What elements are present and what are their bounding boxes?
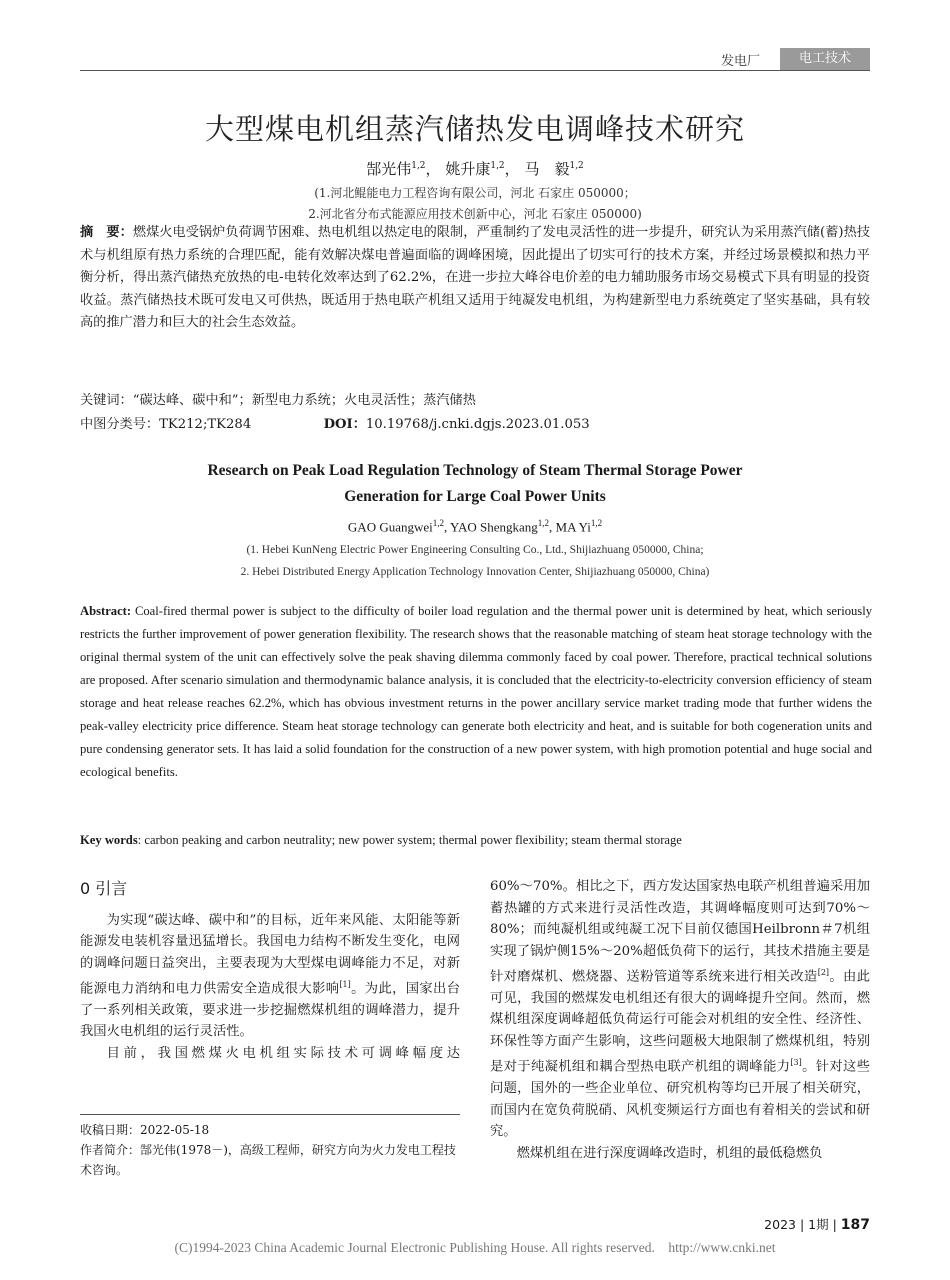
body-column-right (490, 876, 870, 1164)
paper-title-cn: 大型煤电机组蒸汽储热发电调峰技术研究 (204, 112, 745, 146)
page-number-value: 187 (840, 1217, 870, 1233)
author-list-cn: 郜光伟$^{1,2}$， 姚升康$^{1,2}$， 马 毅$^{1,2}$ (366, 160, 584, 178)
affiliation-en-1: (1. Hebei KunNeng Electric Power Engineering Consulting Co., Ltd., Shijiazhuang 050000, China; (246, 544, 704, 556)
citation-ref: [2] (817, 968, 830, 977)
paragraph-text: 为实现“碳达峰、碳中和”的目标，近年来风能、太阳能等新能源发电装机容量迅猛增长。我国电力结构不断发生变化，电网的调峰问题日益突出，主要表现为大型煤电调峰能力不足，对新能源电力消纳和电力供需安全造成很大影响 (80, 912, 460, 997)
issue-info: 2023 | 1期 | (764, 1217, 841, 1232)
citation-ref: [1] (339, 980, 351, 989)
paragraph-text: 。针对这些问题，国外的一些企业单位、研究机构等均已开展了相关研究，而国内在宽负荷脱硝、风机变频运行方面也有着相关的尝试和研究。 (490, 1059, 871, 1140)
paragraph (80, 1043, 460, 1065)
abstract-cn-text: 燃煤火电受锅炉负荷调节困难、热电机组以热定电的限制，严重制约了发电灵活性的进一步提升，研究认为采用蒸汽储(蓄)热技术与机组原有热力系统的合理匹配，能有效解决煤电普遍面临的调峰困境，因此提出了切实可行的技术方案，并经过场景模拟和热力平衡分析，得出蒸汽储热充放热的电-电转化效率达到了62.2%，在进一步拉大峰谷电价差的电力辅助服务市场交易模式下具有明显的投资收益。蒸汽储热技术既可发电又可供热，既适用于热电联产机组又适用于纯凝发电机组，为构建新型电力系统奠定了坚实基础，具有较高的推广潜力和巨大的社会生态效益。 (80, 225, 870, 330)
paragraph (80, 910, 460, 1043)
paragraph-text: 60%～70%。相比之下，西方发达国家热电联产机组普遍采用加蓄热罐的方式来进行灵活性改造，其调峰幅度则可达到70%～80%；而纯凝机组或纯凝工况下目前仅德国Heilbronn＃7机组实现了锅炉侧15%～20%超低负荷下的运行，其技术措施主要是针对磨煤机、燃烧器、送粉管道等系统来进行相关改造 (490, 879, 870, 985)
paper-title-en-line2: Generation for Large Coal Power Units (344, 488, 606, 505)
paragraph-text: 燃煤机组在进行深度调峰改造时，机组的最低稳燃负 (516, 1145, 823, 1161)
section-heading-intro: 0 引言 (80, 879, 128, 898)
author-name: 郜光伟 (366, 160, 412, 178)
abstract-en-label: Abstract (80, 604, 127, 618)
paragraph-text: 。为此，国家出台了一系列相关政策，要求进一步挖掘燃煤机组的调峰潜力，提升我国火电机组的运行灵活性。 (80, 981, 461, 1040)
running-header (80, 48, 870, 71)
author-name-en: MA Yi (555, 519, 591, 535)
author-list-en: GAO Guangwei$^{1,2}$, YAO Shengkang$^{1,2}$, MA Yi$^{1,2}$ (347, 518, 603, 535)
header-category-badge: 电工技术 (780, 48, 870, 70)
author-affil-sup: 1,2 (537, 518, 550, 528)
keywords-en-text: carbon peaking and carbon neutrality; new power system; thermal power flexibility; steam thermal storage (144, 833, 682, 847)
classification-line (80, 415, 870, 435)
author-name: 姚升康 (445, 160, 491, 178)
abstract-en: Abstract: Coal-fired thermal power is subject to the difficulty of boiler load regulation and the thermal power unit is determined by heat, which seriously restricts the further improvement of power generation flexibility. The research shows that the reasonable matching of steam heat storage technology with the original thermal system of the unit can effectively solve the peak shaving dilemma commonly faced by coal power. Therefore, practical technical solutions are proposed. After scenario simulation and thermodynamic balance analysis, it is concluded that the electricity-to-electricity conversion efficiency of steam storage and heat release reaches 62.2%, which has obvious investment returns in the power ancillary service market trading mode that further widens the peak-valley electricity price difference. Steam heat storage technology can generate both electricity and heat, and is suitable for both cogeneration units and pure condensing generator sets. It has laid a solid foundation for the construction of a new power system, with high promotion potential and huge social and ecological benefits. (80, 604, 873, 779)
author-affil-sup: 1,2 (490, 161, 505, 171)
affiliation-en-2: 2. Hebei Distributed Energy Application Technology Innovation Center, Shijiazhuang 050000, China) (240, 566, 710, 578)
author-affil-sup: 1,2 (432, 518, 445, 528)
abstract-cn-label: 摘 要： (80, 225, 133, 240)
affiliation-cn-2: 2.河北省分布式能源应用技术创新中心，河北 石家庄 050000) (308, 207, 642, 221)
citation-ref: [3] (790, 1058, 802, 1068)
keywords-cn-text: “碳达峰、碳中和”；新型电力系统；火电灵活性；蒸汽储热 (132, 393, 476, 408)
author-affil-sup: 1,2 (411, 161, 426, 171)
keywords-cn (80, 391, 870, 411)
affiliation-cn-1: (1.河北鲲能电力工程咨询有限公司，河北 石家庄 050000； (314, 186, 636, 200)
paragraph-text: 目前，我国燃煤火电机组实际技术可调峰幅度达 (106, 1045, 460, 1061)
author-name: 马 毅 (524, 160, 570, 178)
abstract-en-text: Coal-fired thermal power is subject to the difficulty of boiler load regulation and the thermal power unit is determined by heat, which seriously restricts the further improvement of power generation flexibility. The research shows that the reasonable matching of steam heat storage technology with the original thermal system of the unit can effectively solve the peak shaving dilemma commonly faced by coal power. Therefore, practical technical solutions are proposed. After scenario simulation and thermodynamic balance analysis, it is concluded that the electricity-to-electricity conversion efficiency of steam storage and heat release reaches 62.2%, which has obvious investment returns in the power ancillary service market trading mode that further widens the peak-valley electricity price difference. Steam heat storage technology can generate both electricity and heat, and is suitable for both cogeneration units and pure condensing generator sets. It has laid a solid foundation for the construction of a new power system, with high promotion potential and huge social and ecological benefits. (80, 604, 873, 779)
paper-title-en-line1: Research on Peak Load Regulation Technology of Steam Thermal Storage Power (207, 462, 743, 479)
page-number (764, 1215, 870, 1233)
clc-label: 中图分类号： (80, 417, 160, 432)
abstract-cn (80, 222, 870, 335)
paragraph-text: 。由此可见，我国的燃煤发电机组还有很大的调峰提升空间。然而，燃煤机组深度调峰超低负荷运行可能会对机组的安全性、经济性、环保性等方面产生影响，这些问题极大地限制了燃煤机组，特别是对于纯凝机组和耦合型热电联产机组的调峰能力 (490, 969, 871, 1075)
doi-value: 10.19768/j.cnki.dgjs.2023.01.053 (365, 417, 590, 432)
clc-value: TK212;TK284 (159, 417, 252, 432)
author-name-en: GAO Guangwei (347, 519, 433, 535)
keywords-en: Key words: carbon peaking and carbon neutrality; new power system; thermal power flexibility; steam thermal storage (80, 833, 682, 847)
footnote (80, 1120, 460, 1180)
doi-label: DOI： (323, 417, 366, 432)
keywords-cn-label: 关键词： (80, 393, 133, 408)
author-bio: 作者简介：郜光伟(1978－)，高级工程师，研究方向为火力发电工程技术咨询。 (80, 1143, 456, 1177)
author-name-en: YAO Shengkang (450, 519, 538, 535)
author-affil-sup: 1,2 (569, 161, 584, 171)
body-column-left (80, 878, 460, 1064)
paragraph (490, 876, 870, 1143)
cnki-watermark: (C)1994-2023 China Academic Journal Electronic Publishing House. All rights reserved. http://www.cnki.net (174, 1240, 776, 1255)
footnote-divider (80, 1114, 460, 1115)
author-affil-sup: 1,2 (590, 518, 603, 528)
paragraph (490, 1143, 870, 1165)
received-date: 收稿日期：2022-05-18 (80, 1123, 210, 1137)
header-section: 发电厂 (720, 54, 760, 69)
keywords-en-label: Key words (80, 833, 138, 847)
